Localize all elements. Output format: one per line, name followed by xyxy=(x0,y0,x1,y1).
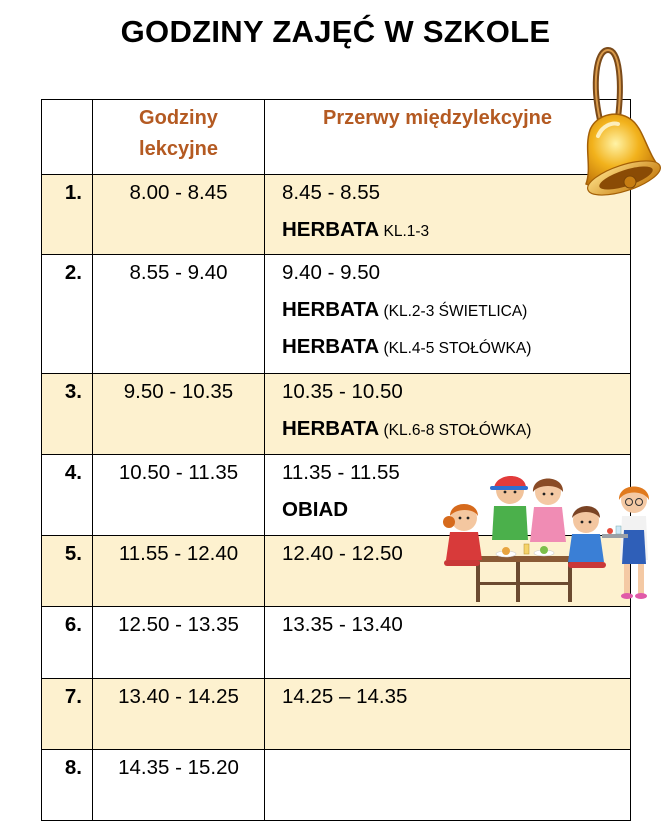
break-time: 12.40 - 12.50 xyxy=(282,542,403,565)
lesson-hours: 14.35 - 15.20 xyxy=(93,750,265,821)
break-activity: OBIAD xyxy=(282,498,349,521)
header-breaks-cell xyxy=(265,100,631,175)
table-header-row xyxy=(42,100,631,175)
lesson-hours: 10.50 - 11.35 xyxy=(93,455,265,536)
lesson-hours: 12.50 - 13.35 xyxy=(93,607,265,679)
table-row xyxy=(42,750,631,821)
break-cell xyxy=(265,175,631,255)
break-activity: HERBATA xyxy=(282,218,380,241)
break-cell xyxy=(265,750,631,821)
header-hours-cell xyxy=(93,100,265,175)
break-time: 10.35 - 10.50 xyxy=(282,380,403,403)
table-row xyxy=(42,374,631,455)
break-cell xyxy=(265,607,631,679)
lesson-hours: 11.55 - 12.40 xyxy=(93,536,265,607)
break-cell xyxy=(265,374,631,455)
lesson-hours: 9.50 - 10.35 xyxy=(93,374,265,455)
break-cell xyxy=(265,679,631,750)
break-time: 8.45 - 8.55 xyxy=(282,181,381,204)
break-note: (KL.2-3 ŚWIETLICA) xyxy=(379,303,528,320)
lesson-number: 1. xyxy=(42,175,93,255)
header-hours-line2: lekcyjne xyxy=(139,138,218,160)
break-note: (KL.4-5 STOŁÓWKA) xyxy=(379,340,532,357)
lesson-hours: 8.55 - 9.40 xyxy=(93,255,265,374)
table-row xyxy=(42,255,631,374)
children-lunch-illustration xyxy=(436,460,666,605)
lesson-hours: 8.00 - 8.45 xyxy=(93,175,265,255)
lesson-number: 6. xyxy=(42,607,93,679)
table-row xyxy=(42,607,631,679)
break-time: 11.35 - 11.55 xyxy=(282,461,400,484)
break-activity: HERBATA xyxy=(282,417,380,440)
break-note: (KL.6-8 STOŁÓWKA) xyxy=(379,422,532,439)
break-activity: HERBATA xyxy=(282,298,380,321)
lesson-number: 2. xyxy=(42,255,93,374)
break-time: 14.25 – 14.35 xyxy=(282,685,408,708)
page-title: GODZINY ZAJĘĆ W SZKOLE xyxy=(120,14,551,49)
break-note: KL.1-3 xyxy=(379,223,430,240)
header-hours-line1: Godziny xyxy=(139,107,218,129)
lesson-number: 8. xyxy=(42,750,93,821)
table-row xyxy=(42,679,631,750)
break-cell xyxy=(265,255,631,374)
header-breaks-label: Przerwy międzylekcyjne xyxy=(322,107,552,129)
lesson-number: 4. xyxy=(42,455,93,536)
lesson-number: 5. xyxy=(42,536,93,607)
lesson-hours: 13.40 - 14.25 xyxy=(93,679,265,750)
break-time: 9.40 - 9.50 xyxy=(282,261,381,284)
break-activity: HERBATA xyxy=(282,335,380,358)
lesson-number: 3. xyxy=(42,374,93,455)
table-row xyxy=(42,175,631,255)
lesson-number: 7. xyxy=(42,679,93,750)
header-empty-cell xyxy=(42,100,93,175)
break-time: 13.35 - 13.40 xyxy=(282,613,403,636)
school-bell-icon xyxy=(578,44,668,196)
